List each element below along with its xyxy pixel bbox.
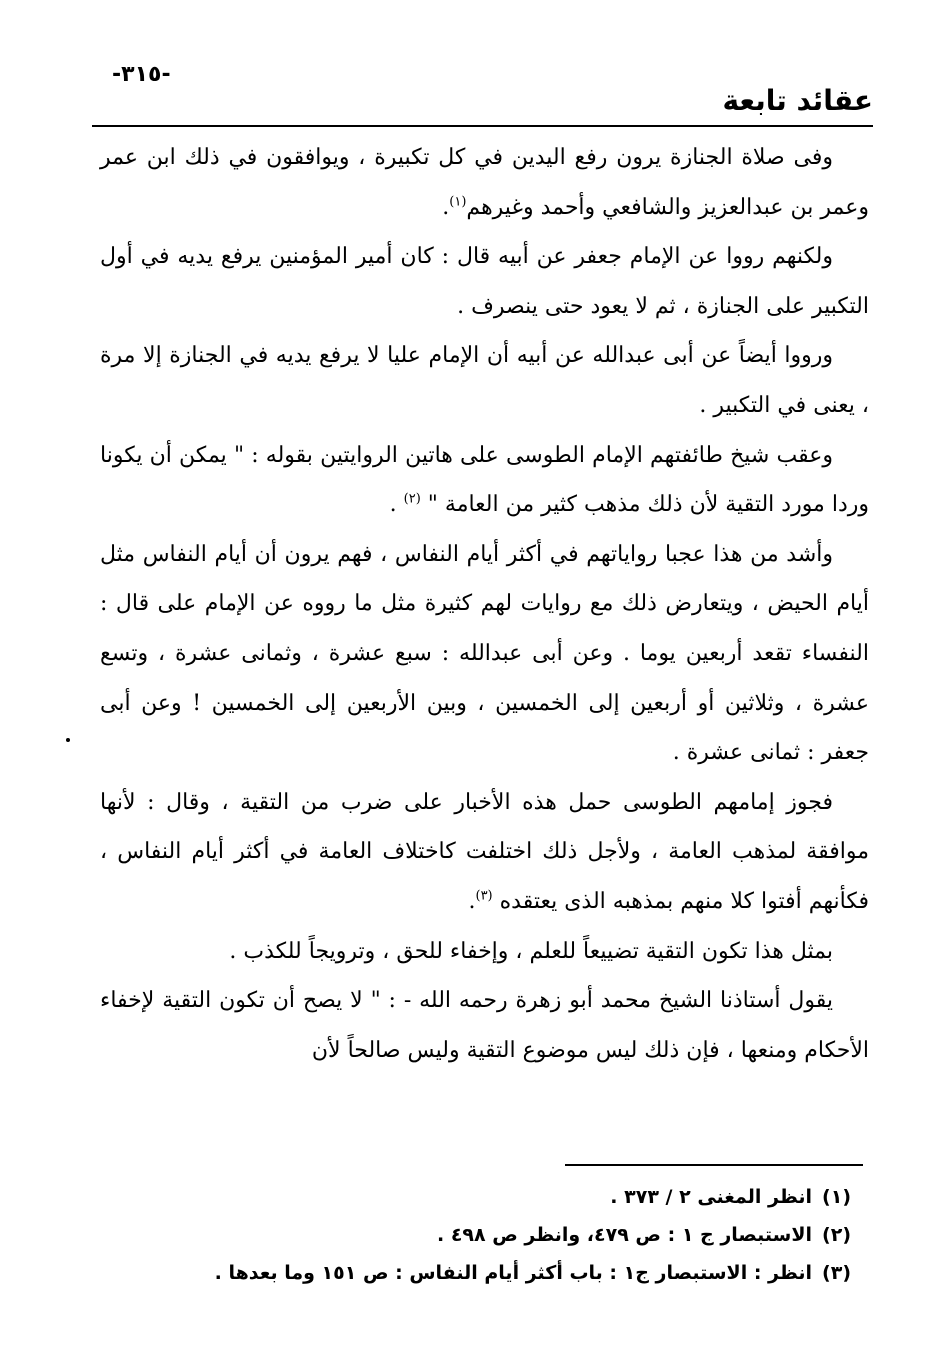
paragraph-7: بمثل هذا تكون التقية تضييعاً للعلم ، وإخفاء للحق ، وترويجاً للكذب . (229, 938, 833, 964)
footnote-2-number: (٢) (822, 1224, 851, 1246)
paragraph-4 (100, 431, 869, 530)
paragraph-8: يقول أستاذنا الشيخ محمد أبو زهرة رحمه الله - : " لا يصح أن تكون التقية لإخفاء الأحكام ومنعها ، فإن ذلك ليس موضوع التقية وليس صالحاً لأن (100, 988, 869, 1063)
running-header-title: عقائد تابعة (722, 84, 873, 117)
page-number: -٣١٥- (112, 62, 171, 87)
footnote-2 (150, 1216, 851, 1254)
paragraph-4-end: . (389, 492, 397, 518)
footnote-2-text: الاستبصار ج ١ : ص ٤٧٩، وانظر ص ٤٩٨ . (436, 1224, 813, 1246)
footnote-1 (150, 1178, 851, 1216)
footnotes (150, 1178, 851, 1292)
footnote-1-number: (١) (822, 1186, 851, 1208)
paragraph-1-end: . (442, 194, 450, 220)
main-text (100, 133, 869, 1075)
footnote-rule (565, 1164, 863, 1166)
paragraph-4-text: وعقب شيخ طائفتهم الإمام الطوسى على هاتين الروايتين بقوله : " يمكن أن يكونا وردا مورد التقية لأن ذلك مذهب كثير من العامة " (100, 442, 869, 518)
footnote-3-text: انظر : الاستبصار ج١ : باب أكثر أيام النفاس : ص ١٥١ وما بعدها . (214, 1262, 813, 1284)
footnote-1-text: انظر المغنى ٢ / ٣٧٣ . (610, 1186, 813, 1208)
footnote-ref-1: (١) (449, 194, 467, 210)
footnote-ref-2: (٢) (403, 491, 421, 507)
paragraph-3: ورووا أيضاً عن أبى عبدالله عن أبيه أن الإمام عليا لا يرفع يديه في الجنازة إلا مرة ، يعنى في التكبير . (100, 343, 869, 418)
paragraph-5: وأشد من هذا عجبا رواياتهم في أكثر أيام النفاس ، فهم يرون أن أيام النفاس مثل أيام الحيض ، ويتعارض ذلك مع روايات لهم كثيرة مثل ما رووه عن الإمام على قال : النفساء تقعد أربعين يوما . وعن أبى عبدالله : سبع عشرة ، وثمانى عشرة ، وتسع عشرة ، وثلاثين أو أربعين إلى الخمسين ، وبين الأربعين إلى الخمسين ! وعن أبى جعفر : ثمانى عشرة . (100, 541, 869, 766)
footnote-3-number: (٣) (822, 1262, 851, 1284)
paragraph-6 (100, 778, 869, 927)
paragraph-6-text: فجوز إمامهم الطوسى حمل هذه الأخبار على ضرب من التقية ، وقال : لأنها موافقة لمذهب العامة ، ولأجل ذلك اختلفت كاختلاف العامة في أكثر أيام النفاس ، فكأنهم أفتوا كلا منهم بمذهبه الذى يعتقده (100, 789, 869, 914)
paragraph-2: ولكنهم رووا عن الإمام جعفر عن أبيه قال : كان أمير المؤمنين يرفع يديه في أول التكبير على الجنازة ، ثم لا يعود حتى ينصرف . (100, 244, 869, 319)
footnote-ref-3: (٣) (475, 888, 493, 904)
header-rule (92, 125, 873, 127)
footnote-3 (150, 1254, 851, 1292)
scan-speck (66, 738, 70, 742)
paragraph-1 (100, 133, 869, 232)
paragraph-6-end: . (468, 888, 476, 914)
paragraph-1-text: وفى صلاة الجنازة يرون رفع اليدين في كل تكبيرة ، ويوافقون في ذلك ابن عمر وعمر بن عبدالعزيز والشافعي وأحمد وغيرهم (100, 145, 869, 220)
